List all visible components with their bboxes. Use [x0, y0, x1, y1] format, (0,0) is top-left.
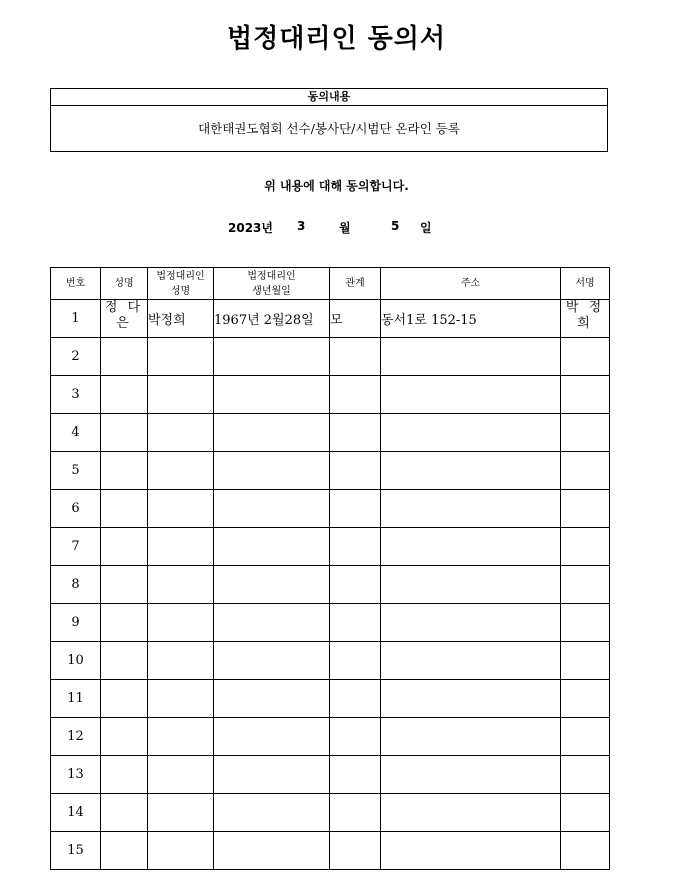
cell-guardian-birth: [214, 528, 330, 566]
cell-guardian-birth: [214, 794, 330, 832]
guardian-roster-table: [50, 267, 610, 870]
cell-signature: [561, 680, 610, 718]
date-day: 5: [391, 219, 400, 233]
cell-signature: [561, 832, 610, 870]
cell-relation: [330, 718, 381, 756]
table-row: [51, 680, 610, 718]
cell-name: [101, 604, 148, 642]
cell-guardian-birth: [214, 642, 330, 680]
cell-signature: [561, 604, 610, 642]
table-row: [51, 338, 610, 376]
cell-no: 4: [51, 414, 101, 452]
header-no: 번호: [51, 268, 101, 300]
cell-name: [101, 680, 148, 718]
table-row: [51, 642, 610, 680]
cell-name: [101, 376, 148, 414]
consent-body: 대한태권도협회 선수/봉사단/시범단 온라인 등록: [198, 121, 460, 136]
cell-guardian-birth: [214, 490, 330, 528]
cell-address: [381, 452, 561, 490]
cell-guardian-name: [148, 414, 214, 452]
cell-no: 15: [51, 832, 101, 870]
cell-signature: [561, 756, 610, 794]
header-guardian-birth-line1: 법정대리인: [247, 270, 296, 282]
cell-guardian-birth: [214, 452, 330, 490]
cell-guardian-name: [148, 452, 214, 490]
header-guardian-name-line2: 성명: [170, 285, 191, 297]
cell-guardian-name: [148, 794, 214, 832]
cell-no: 5: [51, 452, 101, 490]
cell-address: [381, 642, 561, 680]
table-row: [51, 376, 610, 414]
cell-signature: [561, 452, 610, 490]
cell-no: 14: [51, 794, 101, 832]
cell-relation: 모: [330, 300, 381, 338]
cell-address: [381, 490, 561, 528]
cell-address: [381, 566, 561, 604]
cell-no: 1: [51, 300, 101, 338]
agreement-statement: 위 내용에 대해 동의합니다.: [264, 179, 409, 193]
cell-name: 정 다 은: [101, 300, 148, 338]
cell-address: [381, 338, 561, 376]
table-header-row: [51, 268, 610, 300]
cell-guardian-name: [148, 680, 214, 718]
table-row: [51, 566, 610, 604]
cell-address: [381, 756, 561, 794]
cell-relation: [330, 832, 381, 870]
date-year: 2023년: [228, 221, 273, 235]
cell-address: [381, 528, 561, 566]
cell-address: [381, 604, 561, 642]
table-row: [51, 718, 610, 756]
cell-no: 9: [51, 604, 101, 642]
cell-signature: [561, 718, 610, 756]
cell-no: 8: [51, 566, 101, 604]
consent-header: 동의내용: [51, 89, 607, 106]
cell-guardian-name: 박정희: [148, 300, 214, 338]
cell-no: 3: [51, 376, 101, 414]
consent-box: [50, 88, 608, 152]
header-guardian-birth-line2: 생년월일: [252, 285, 291, 297]
cell-relation: [330, 604, 381, 642]
cell-name: [101, 566, 148, 604]
header-address: 주소: [381, 268, 561, 300]
cell-guardian-birth: [214, 756, 330, 794]
cell-no: 11: [51, 680, 101, 718]
cell-guardian-name: [148, 338, 214, 376]
table-row: [51, 794, 610, 832]
header-relation: 관계: [330, 268, 381, 300]
cell-guardian-name: [148, 528, 214, 566]
cell-no: 12: [51, 718, 101, 756]
cell-no: 10: [51, 642, 101, 680]
cell-name: [101, 490, 148, 528]
cell-address: 동서1로 152-15: [381, 300, 561, 338]
cell-guardian-name: [148, 756, 214, 794]
cell-relation: [330, 642, 381, 680]
cell-relation: [330, 566, 381, 604]
cell-guardian-name: [148, 642, 214, 680]
cell-relation: [330, 452, 381, 490]
cell-address: [381, 794, 561, 832]
header-guardian-name: [148, 268, 214, 300]
cell-name: [101, 528, 148, 566]
table-row: [51, 300, 610, 338]
cell-relation: [330, 756, 381, 794]
header-guardian-name-line1: 법정대리인: [156, 270, 205, 282]
document-title: 법정대리인 동의서: [227, 24, 446, 54]
cell-signature: [561, 566, 610, 604]
cell-signature: [561, 490, 610, 528]
header-guardian-birth: [214, 268, 330, 300]
cell-guardian-birth: [214, 414, 330, 452]
date-day-unit: 일: [420, 221, 432, 235]
cell-guardian-birth: [214, 680, 330, 718]
cell-relation: [330, 414, 381, 452]
table-row: [51, 414, 610, 452]
cell-guardian-birth: [214, 604, 330, 642]
date-month-unit: 월: [339, 221, 351, 235]
cell-signature: [561, 338, 610, 376]
cell-name: [101, 794, 148, 832]
cell-signature: [561, 376, 610, 414]
cell-signature: [561, 794, 610, 832]
cell-no: 2: [51, 338, 101, 376]
cell-name: [101, 452, 148, 490]
cell-guardian-birth: [214, 832, 330, 870]
cell-guardian-birth: [214, 376, 330, 414]
cell-name: [101, 414, 148, 452]
cell-name: [101, 756, 148, 794]
cell-signature: [561, 414, 610, 452]
cell-relation: [330, 338, 381, 376]
cell-guardian-name: [148, 832, 214, 870]
header-name: 성명: [101, 268, 148, 300]
cell-relation: [330, 794, 381, 832]
cell-address: [381, 414, 561, 452]
table-row: [51, 756, 610, 794]
header-signature: 서명: [561, 268, 610, 300]
cell-relation: [330, 376, 381, 414]
cell-guardian-birth: [214, 338, 330, 376]
cell-address: [381, 832, 561, 870]
cell-relation: [330, 528, 381, 566]
cell-signature: 박 정 희: [561, 300, 610, 338]
cell-no: 13: [51, 756, 101, 794]
cell-guardian-name: [148, 566, 214, 604]
cell-relation: [330, 490, 381, 528]
cell-guardian-birth: [214, 718, 330, 756]
cell-name: [101, 832, 148, 870]
cell-no: 6: [51, 490, 101, 528]
cell-guardian-name: [148, 604, 214, 642]
cell-guardian-name: [148, 718, 214, 756]
table-row: [51, 832, 610, 870]
cell-guardian-birth: [214, 566, 330, 604]
cell-name: [101, 642, 148, 680]
cell-relation: [330, 680, 381, 718]
table-row: [51, 528, 610, 566]
cell-signature: [561, 528, 610, 566]
cell-address: [381, 376, 561, 414]
cell-signature: [561, 642, 610, 680]
table-row: [51, 604, 610, 642]
cell-name: [101, 338, 148, 376]
cell-no: 7: [51, 528, 101, 566]
cell-address: [381, 718, 561, 756]
table-row: [51, 452, 610, 490]
date-month: 3: [297, 219, 306, 233]
cell-guardian-name: [148, 376, 214, 414]
cell-name: [101, 718, 148, 756]
table-row: [51, 490, 610, 528]
cell-address: [381, 680, 561, 718]
cell-guardian-name: [148, 490, 214, 528]
cell-guardian-birth: 1967년 2월28일: [214, 300, 330, 338]
